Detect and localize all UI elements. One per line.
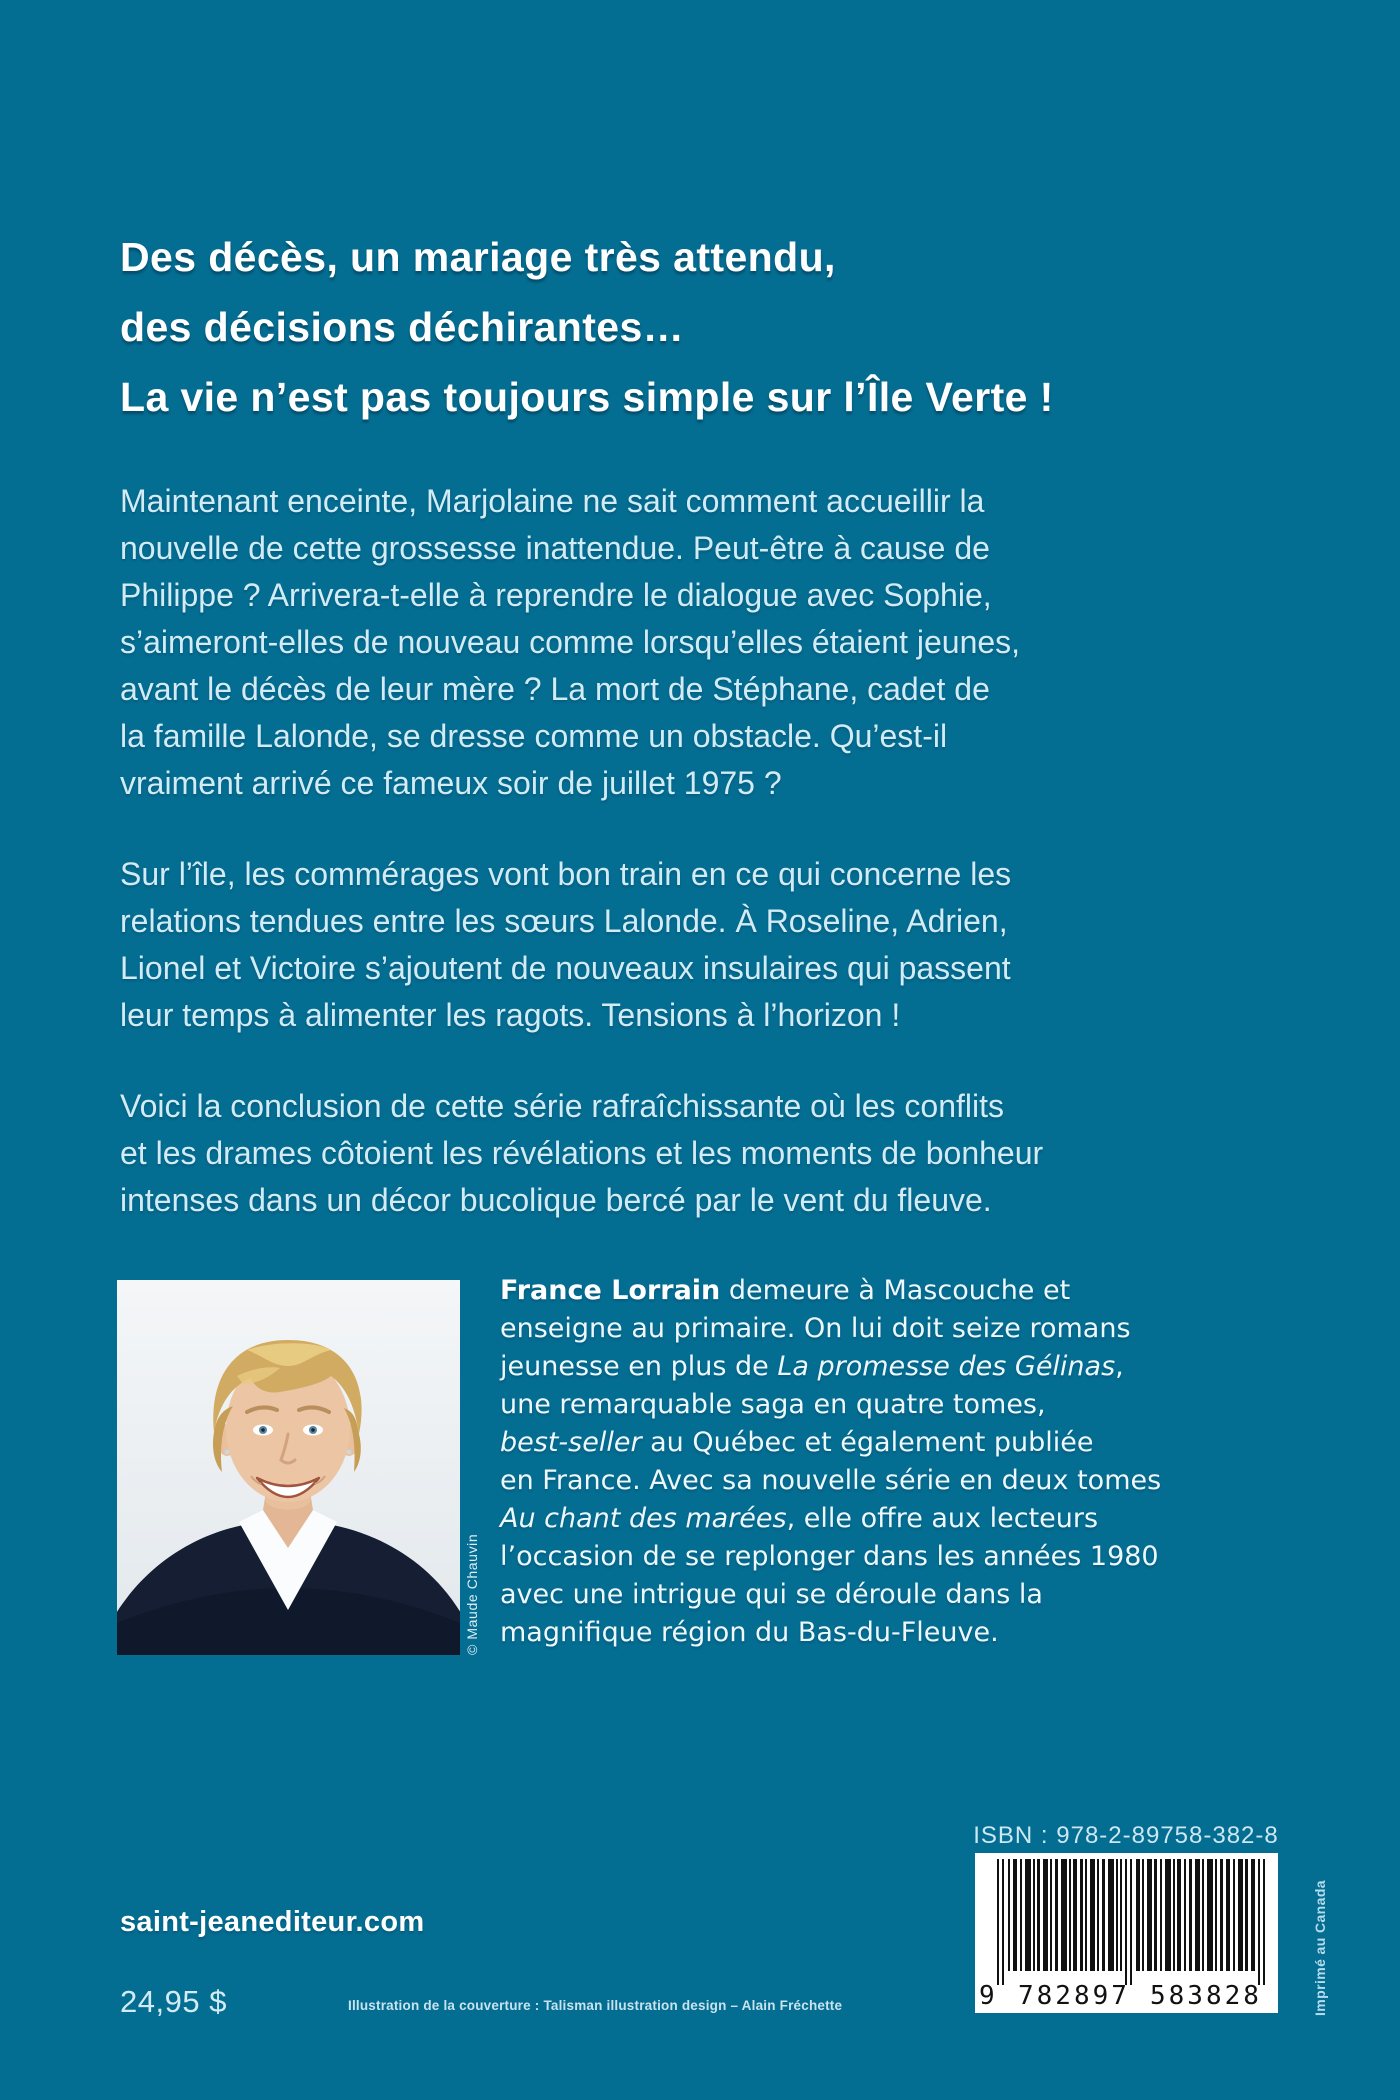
bio-text-segment: avec une intrigue qui se déroule dans la — [500, 1579, 1043, 1610]
synopsis-line: la famille Lalonde, se dresse comme un obstacle. Qu’est-il — [120, 718, 948, 754]
synopsis-paragraph — [120, 851, 1043, 1039]
tagline-line: La vie n’est pas toujours simple sur l’Île Verte ! — [120, 374, 1054, 420]
bio-line — [500, 1310, 1161, 1348]
synopsis-paragraph — [120, 1083, 1043, 1224]
bio-text-segment: magnifique région du Bas-du-Fleuve. — [500, 1617, 999, 1648]
synopsis-line: leur temps à alimenter les ragots. Tensions à l’horizon ! — [120, 997, 901, 1033]
tagline-line: des décisions déchirantes… — [120, 304, 685, 350]
synopsis-line: et les drames côtoient les révélations et les moments de bonheur — [120, 1135, 1044, 1171]
bio-text-segment: enseigne au primaire. On lui doit seize romans — [500, 1313, 1131, 1344]
bio-line — [500, 1614, 1161, 1652]
book-title-segment: best-seller — [500, 1427, 642, 1458]
author-portrait-illustration — [117, 1280, 460, 1655]
bio-text-segment: au Québec et également publiée — [641, 1427, 1094, 1458]
synopsis-line: Voici la conclusion de cette série rafraîchissante où les conflits — [120, 1088, 1005, 1124]
isbn-number: ISBN : 978-2-89758-382-8 — [973, 1822, 1279, 1849]
synopsis-line: relations tendues entre les sœurs Lalonde. À Roseline, Adrien, — [120, 903, 1008, 939]
ean-barcode — [975, 1853, 1278, 2013]
author-photo — [117, 1280, 460, 1655]
synopsis-line: intenses dans un décor bucolique bercé par le vent du fleuve. — [120, 1182, 992, 1218]
synopsis-line: Sur l’île, les commérages vont bon train en ce qui concerne les — [120, 856, 1012, 892]
bio-line — [500, 1272, 1161, 1310]
tagline-line: Des décès, un mariage très attendu, — [120, 234, 836, 280]
bio-text-segment: , — [1115, 1351, 1124, 1382]
author-bio — [500, 1272, 1161, 1652]
barcode-digit-group-left: 782897 — [1018, 1981, 1130, 2011]
printed-in-canada-vertical: Imprimé au Canada — [1312, 1880, 1328, 2016]
synopsis-line: vraiment arrivé ce fameux soir de juillet 1975 ? — [120, 765, 782, 801]
author-name: France Lorrain — [500, 1275, 721, 1306]
tagline — [120, 222, 1054, 432]
barcode-graphic — [975, 1853, 1278, 2013]
bio-text-segment: demeure à Mascouche et — [720, 1275, 1071, 1306]
bio-line — [500, 1538, 1161, 1576]
synopsis-line: avant le décès de leur mère ? La mort de Stéphane, cadet de — [120, 671, 990, 707]
bio-text-segment: en France. Avec sa nouvelle série en deux tomes — [500, 1465, 1162, 1496]
book-title-segment: Au chant des marées — [500, 1503, 787, 1534]
bio-line — [500, 1424, 1161, 1462]
barcode-digit-first: 9 — [979, 1981, 995, 2011]
bio-line — [500, 1576, 1161, 1614]
bio-line — [500, 1500, 1161, 1538]
photo-credit-vertical: © Maude Chauvin — [464, 1533, 480, 1655]
bio-text-segment: l’occasion de se replonger dans les années 1980 — [500, 1541, 1159, 1572]
synopsis-line: nouvelle de cette grossesse inattendue. Peut-être à cause de — [120, 530, 990, 566]
cover-illustration-credit: Illustration de la couverture : Talisman illustration design – Alain Fréchette — [348, 1998, 843, 2013]
synopsis-paragraph — [120, 478, 1043, 807]
publisher-website: saint-jeanediteur.com — [120, 1906, 425, 1938]
synopsis-line: Philippe ? Arrivera-t-elle à reprendre le dialogue avec Sophie, — [120, 577, 992, 613]
bio-text-segment: une remarquable saga en quatre tomes, — [500, 1389, 1046, 1420]
bio-text-segment: jeunesse en plus de — [500, 1351, 778, 1382]
synopsis-line: Maintenant enceinte, Marjolaine ne sait comment accueillir la — [120, 483, 985, 519]
synopsis-line: s’aimeront-elles de nouveau comme lorsqu’elles étaient jeunes, — [120, 624, 1021, 660]
synopsis-line: Lionel et Victoire s’ajoutent de nouveaux insulaires qui passent — [120, 950, 1011, 986]
book-title-segment: La promesse des Gélinas — [777, 1351, 1116, 1382]
bio-line — [500, 1462, 1161, 1500]
bio-text-segment: , elle offre aux lecteurs — [786, 1503, 1099, 1534]
bio-line — [500, 1386, 1161, 1424]
bio-line — [500, 1348, 1161, 1386]
barcode-digit-group-right: 583828 — [1150, 1981, 1262, 2011]
synopsis — [120, 478, 1043, 1268]
price: 24,95 $ — [120, 1984, 227, 2019]
